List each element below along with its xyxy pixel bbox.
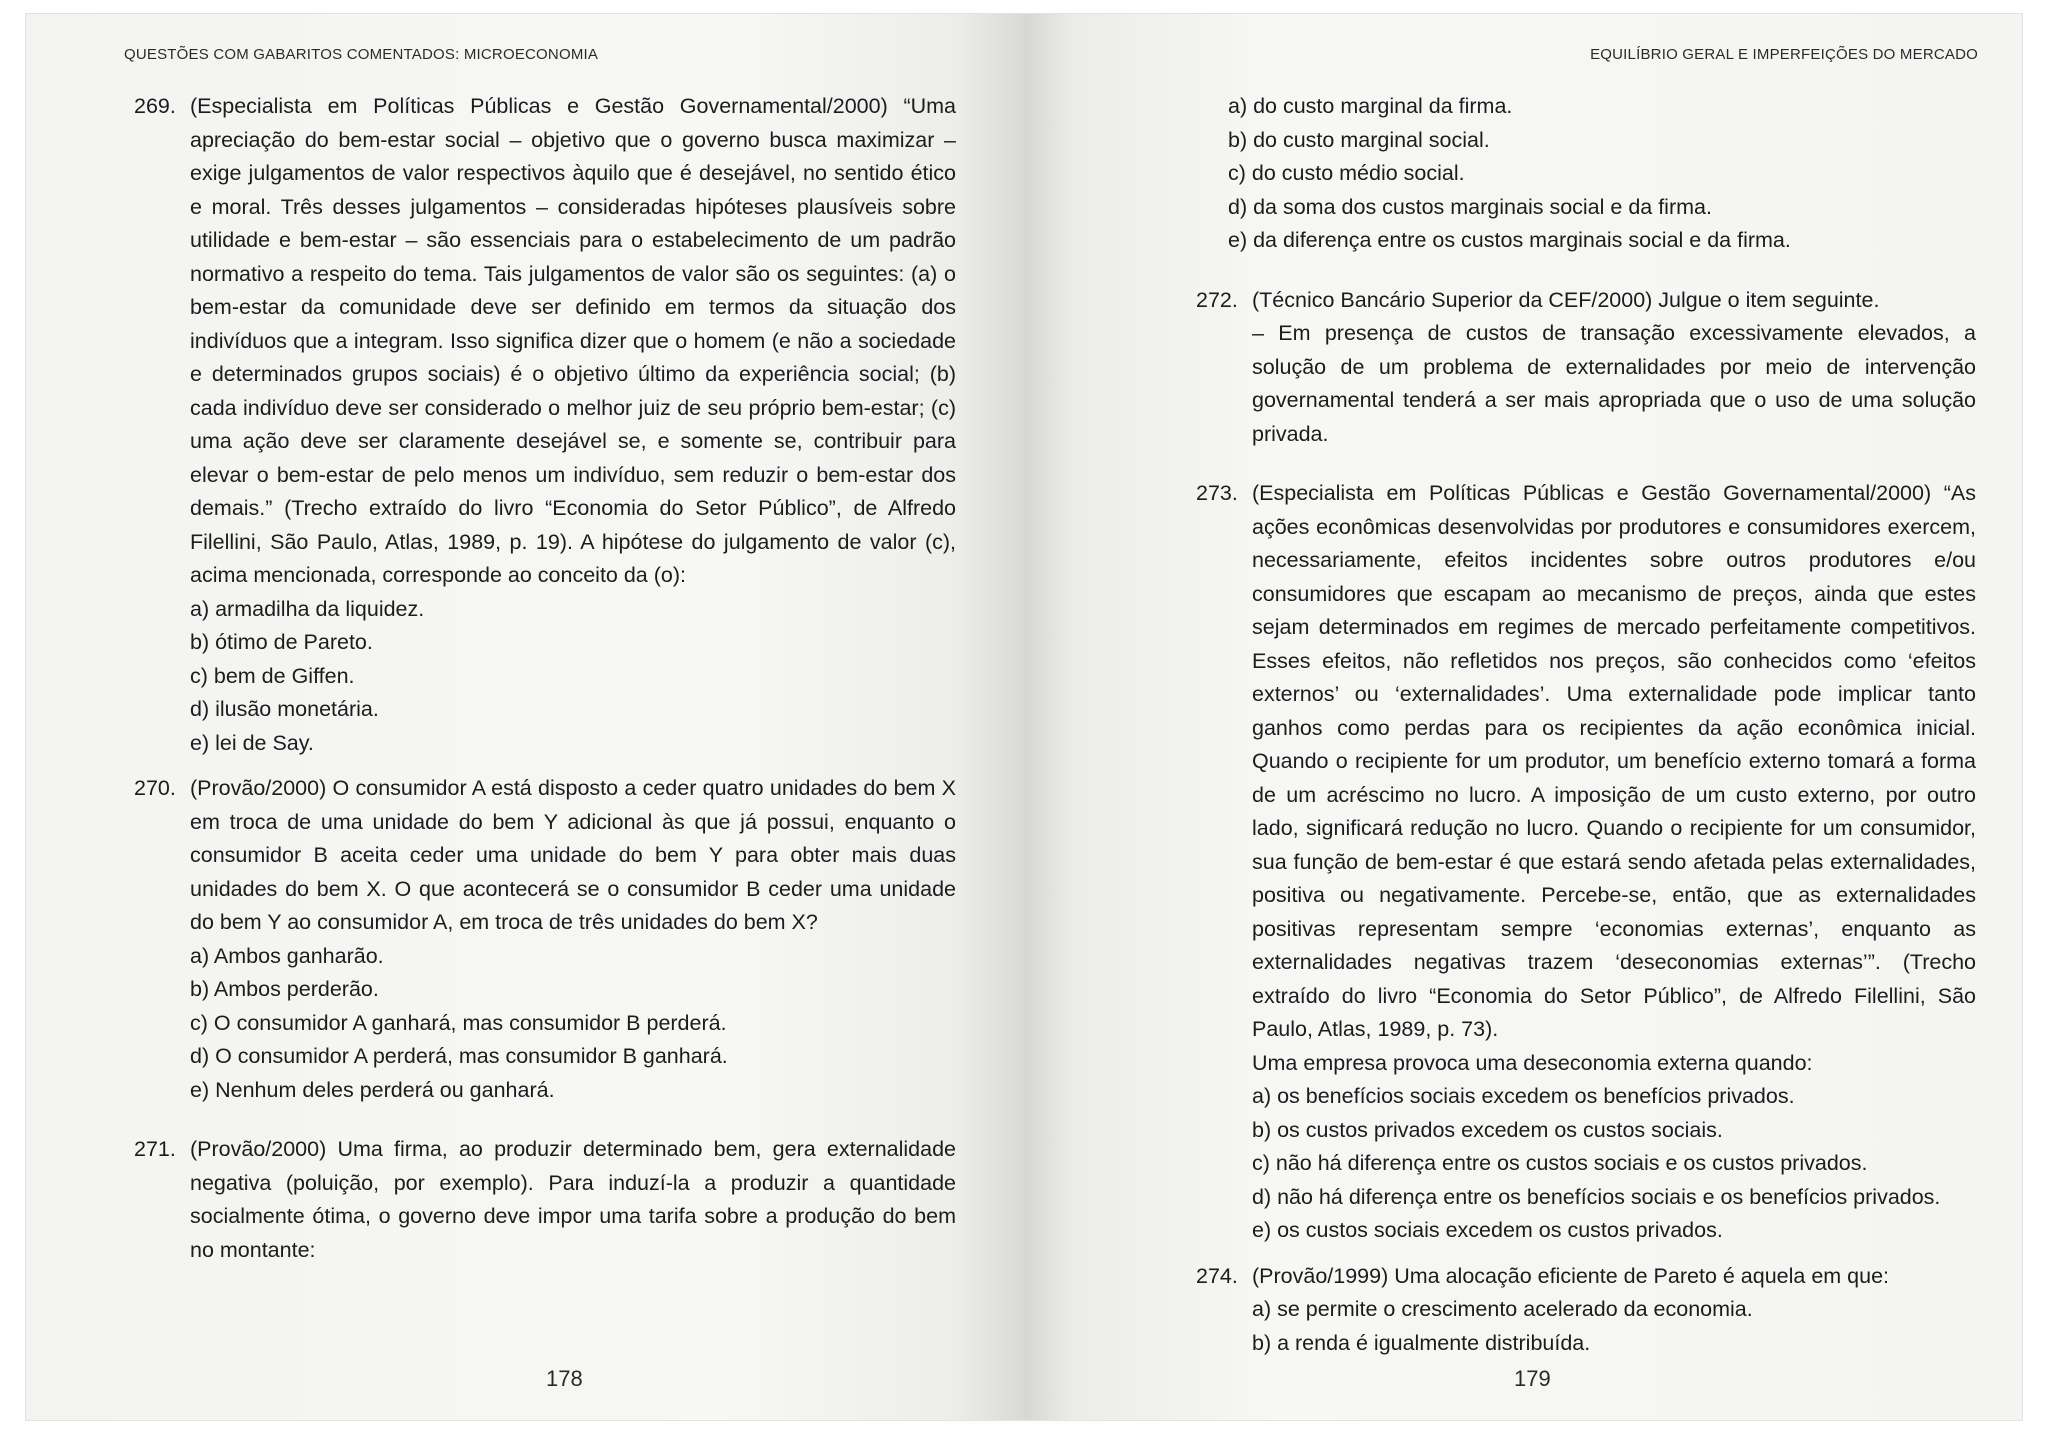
question-number: 274. xyxy=(1196,1263,1238,1288)
question-stem: (Provão/1999) Uma alocação eficiente de Pareto é aquela em que: xyxy=(1252,1263,1890,1288)
option-d: d) não há diferença entre os benefícios sociais e os benefícios privados. xyxy=(1252,1184,1941,1209)
option-c: c) do custo médio social. xyxy=(1228,161,1465,185)
option-a: a) se permite o crescimento acelerado da economia. xyxy=(1252,1297,1753,1321)
option-a: a) do custo marginal da firma. xyxy=(1228,94,1513,118)
question-number: 273. xyxy=(1196,481,1238,505)
book-spread xyxy=(26,14,2022,1420)
question-stem: (Técnico Bancário Superior da CEF/2000) Julgue o item seguinte. xyxy=(1252,287,1880,312)
right-page xyxy=(1024,14,2022,1420)
question-272 xyxy=(1196,284,1976,452)
option-e: e) os custos sociais excedem os custos privados. xyxy=(1252,1218,1723,1242)
option-c: c) bem de Giffen. xyxy=(190,663,355,688)
option-a: a) os benefícios sociais excedem os benefícios privados. xyxy=(1252,1084,1795,1108)
option-a: a) armadilha da liquidez. xyxy=(190,596,425,621)
question-stem: (Especialista em Políticas Públicas e Gestão Governamental/2000) “As ações econômicas desenvolvidas por produtores e consumidores exercem, necessariamente, efeitos incidentes sobre outros produtores e/ou consumidores que escapam ao mecanismo de preços, ainda que estes sejam determinados em regimes de mercado perfeitamente competitivos. Esses efeitos, não refletidos nos preços, são conhecidos como ‘efeitos externos’ ou ‘externalidades’. Uma externalidade pode implicar tanto ganhos como perdas para os recipientes da ação econômica inicial. Quando o recipiente for um produtor, um benefício externo tomará a forma de um acréscimo no lucro. A imposição de um custo externo, por outro lado, significará redução no lucro. Quando o recipiente for um consumidor, sua função de bem-estar é que estará sendo afetada pelas externalidades, positiva ou negativamente. Percebe-se, então, que as externalidades positivas representam sempre ‘economias externas’, enquanto as externalidades negativas trazem ‘deseconomias externas’”. (Trecho extraído do livro “Economia do Setor Público”, de Alfredo Filellini, São Paulo, Atlas, 1989, p. 73). xyxy=(1252,481,1976,1041)
question-269 xyxy=(134,90,956,760)
question-271 xyxy=(134,1133,956,1267)
option-b: b) Ambos perderão. xyxy=(190,977,379,1001)
option-a: a) Ambos ganharão. xyxy=(190,943,384,968)
page-number-right: 179 xyxy=(1514,1366,1551,1391)
option-b: b) ótimo de Pareto. xyxy=(190,630,373,654)
option-d: d) ilusão monetária. xyxy=(190,697,379,721)
option-c: c) não há diferença entre os custos sociais e os custos privados. xyxy=(1252,1151,1868,1175)
option-e: e) Nenhum deles perderá ou ganhará. xyxy=(190,1077,555,1102)
question-number: 270. xyxy=(134,776,176,800)
option-e: e) da diferença entre os custos marginais social e da firma. xyxy=(1228,228,1791,252)
question-stem: (Provão/2000) Uma firma, ao produzir determinado bem, gera externalidade negativa (poluição, por exemplo). Para induzí-la a produzir a quantidade socialmente ótima, o governo deve impor uma tarifa sobre a produção do bem no montante: xyxy=(190,1137,956,1262)
question-prompt: Uma empresa provoca uma deseconomia externa quando: xyxy=(1252,1050,1813,1075)
option-b: b) os custos privados excedem os custos sociais. xyxy=(1252,1117,1723,1142)
option-d: d) O consumidor A perderá, mas consumidor B ganhará. xyxy=(190,1044,728,1068)
option-e: e) lei de Say. xyxy=(190,730,314,755)
question-number: 269. xyxy=(134,94,176,118)
option-d: d) da soma dos custos marginais social e da firma. xyxy=(1228,194,1712,219)
question-273 xyxy=(1196,477,1976,1248)
running-head-left: QUESTÕES COM GABARITOS COMENTADOS: MICROECONOMIA xyxy=(124,46,599,63)
option-b: b) a renda é igualmente distribuída. xyxy=(1252,1330,1591,1355)
right-page-content xyxy=(1196,90,1976,1372)
question-number: 271. xyxy=(134,1137,176,1161)
question-number: 272. xyxy=(1196,287,1238,312)
page-number-left: 178 xyxy=(546,1366,583,1391)
question-item: – Em presença de custos de transação excessivamente elevados, a solução de um problema de externalidades por meio de intervenção governamental tenderá a ser mais apropriada que o uso de uma solução privada. xyxy=(1252,321,1976,446)
option-c: c) O consumidor A ganhará, mas consumidor B perderá. xyxy=(190,1010,727,1035)
left-page-content xyxy=(134,90,956,1279)
running-head-right: EQUILÍBRIO GERAL E IMPERFEIÇÕES DO MERCADO xyxy=(1590,46,1978,63)
question-271-options xyxy=(1196,90,1976,258)
question-stem: (Provão/2000) O consumidor A está disposto a ceder quatro unidades do bem X em troca de uma unidade do bem Y adicional às que já possui, enquanto o consumidor B aceita ceder uma unidade do bem Y para obter mais duas unidades do bem X. O que acontecerá se o consumidor B ceder uma unidade do bem Y ao consumidor A, em troca de três unidades do bem X? xyxy=(190,776,956,934)
question-274 xyxy=(1196,1260,1976,1361)
option-b: b) do custo marginal social. xyxy=(1228,127,1490,152)
left-page xyxy=(26,14,1024,1420)
question-270 xyxy=(134,772,956,1107)
question-stem: (Especialista em Políticas Públicas e Gestão Governamental/2000) “Uma apreciação do bem-estar social – objetivo que o governo busca maximizar – exige julgamentos de valor respectivos àquilo que é desejável, no sentido ético e moral. Três desses julgamentos – consideradas hipóteses plausíveis sobre utilidade e bem-estar – são essenciais para o estabelecimento de um padrão normativo a respeito do tema. Tais julgamentos de valor são os seguintes: (a) o bem-estar da comunidade deve ser definido em termos da situação dos indivíduos que a integram. Isso significa dizer que o homem (e não a sociedade e determinados grupos sociais) é o objetivo último da experiência social; (b) cada indivíduo deve ser considerado o melhor juiz de seu próprio bem-estar; (c) uma ação deve ser claramente desejável se, e somente se, contribuir para elevar o bem-estar de pelo menos um indivíduo, sem reduzir o bem-estar dos demais.” (Trecho extraído do livro “Economia do Setor Público”, de Alfredo Filellini, São Paulo, Atlas, 1989, p. 19). A hipótese do julgamento de valor (c), acima mencionada, corresponde ao conceito da (o): xyxy=(190,94,956,587)
